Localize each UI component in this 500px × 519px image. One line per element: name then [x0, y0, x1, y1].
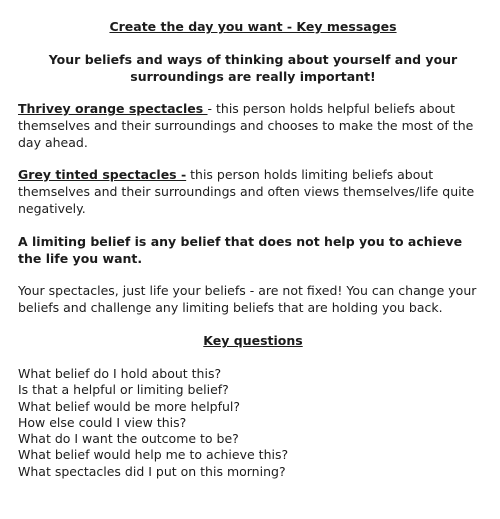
document-page	[0, 19, 500, 519]
question-item: What belief would help me to achieve this?	[18, 447, 289, 463]
limiting-belief-definition: A limiting belief is any belief that does not help you to achieve the life you want.	[18, 234, 463, 266]
question-item: Is that a helpful or limiting belief?	[18, 382, 229, 398]
document-subtitle: Your beliefs and ways of thinking about yourself and your surroundings are really important!	[48, 52, 458, 84]
question-item: What belief do I hold about this?	[18, 366, 222, 381]
question-item: What spectacles did I put on this morning?	[18, 463, 286, 479]
question-item: What do I want the outcome to be?	[18, 431, 239, 447]
spectacles-note: Your spectacles, just life your beliefs - are not fixed! You can change your beliefs and challenge any limiting beliefs that are holding you back.	[18, 283, 477, 315]
orange-spectacles-paragraph	[18, 100, 488, 151]
key-questions-heading: Key questions	[203, 333, 303, 348]
question-item: What belief would be more helpful?	[18, 398, 241, 414]
document-title: Create the day you want - Key messages	[109, 19, 397, 34]
grey-spectacles-text: this person holds limiting beliefs about themselves and their surroundings and often views themselves/life quite negatively.	[18, 167, 475, 216]
grey-spectacles-lead: Grey tinted spectacles -	[18, 167, 187, 182]
orange-spectacles-text: - this person holds helpful beliefs about themselves and their surroundings and chooses to make the most of the day ahead.	[18, 101, 474, 150]
key-questions-list	[18, 366, 488, 480]
question-item: How else could I view this?	[18, 414, 187, 430]
grey-spectacles-paragraph	[18, 166, 488, 217]
orange-spectacles-lead: Thrivey orange spectacles	[18, 101, 208, 116]
